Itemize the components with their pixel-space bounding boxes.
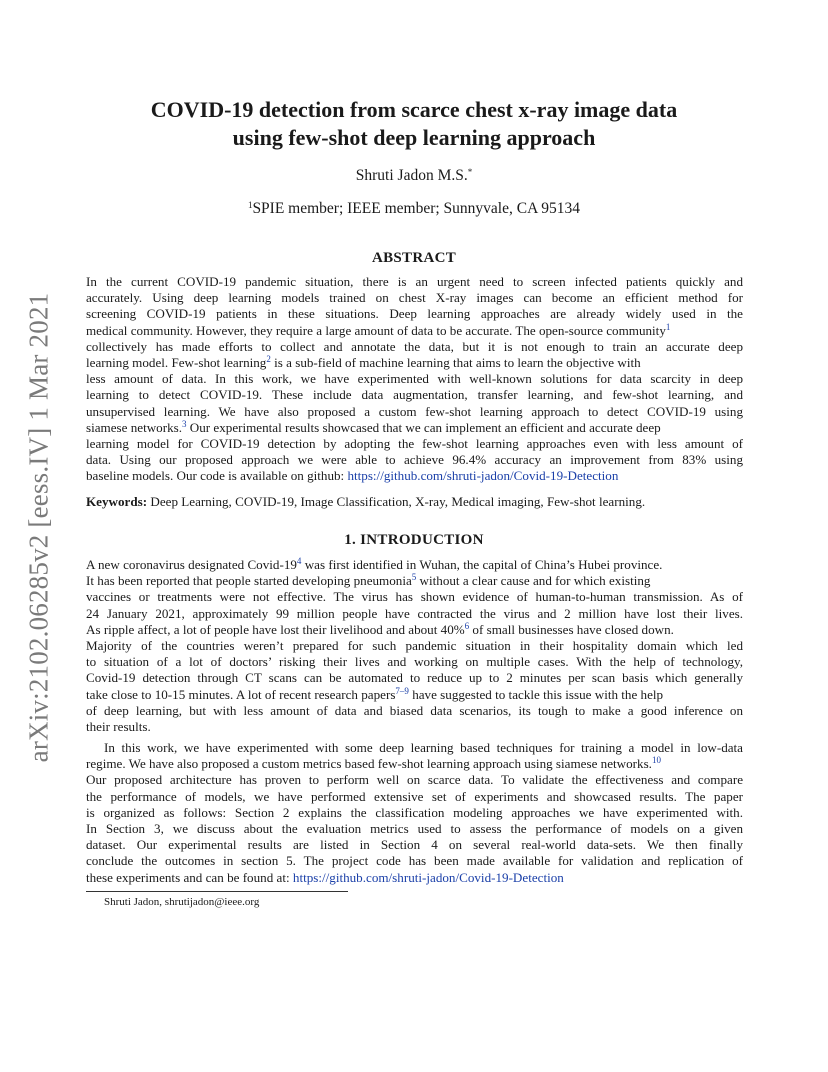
citation-link[interactable]: 7–9 [395,685,409,696]
intro-line [86,756,743,772]
intro-paragraph-2 [86,740,743,886]
abstract-line: unsupervised learning. We have also proposed a custom few-shot learning approach to detect COVID-19 using [86,403,743,419]
abstract-text: baseline models. Our code is available on github: [86,468,348,484]
intro-text: regime. We have also proposed a custom metrics based few-shot learning approach using siamese networks. [86,756,652,772]
intro-line: the performance of models, we have performed extensive set of experiments and showcased results. The paper [86,788,743,804]
abstract-line: collectively has made efforts to collect and annotate the data, but it is not enough to train an accurate deep [86,338,743,354]
abstract-line: learning to detect COVID-19. These include data augmentation, transfer learning, and few-shot learning, and [86,387,743,403]
intro-text: have suggested to tackle this issue with the help [408,686,664,702]
github-link[interactable]: https://github.com/shruti-jadon/Covid-19-Detection [347,468,619,484]
intro-text: As ripple affect, a lot of people have lost their livelihood and about 40% [86,621,465,637]
intro-line: Majority of the countries weren’t prepared for such pandemic situation in their hospitality domain which led [86,638,743,654]
abstract-text: medical community. However, they require a large amount of data to be accurate. The open-source community [86,322,666,338]
intro-line: is organized as follows: Section 2 explains the classification modeling approaches we have experimented with. [86,804,743,820]
keywords-line [86,494,766,510]
intro-line [86,557,743,573]
abstract-line: accurately. Using deep learning models trained on chest X-ray images can become an efficient method for [86,290,743,306]
intro-text: without a clear cause and for which existing [416,573,651,589]
footnote: Shruti Jadon, shrutijadon@ieee.org [104,896,260,908]
abstract-line: less amount of data. In this work, we have experimented with well-known solutions for data scarcity in deep [86,371,743,387]
abstract-line: screening COVID-19 patients in these situations. Deep learning approaches are already widely used in the [86,306,743,322]
title-line-2: using few-shot deep learning approach [232,125,596,150]
github-link[interactable]: https://github.com/shruti-jadon/Covid-19-Detection [292,869,564,885]
abstract-line: In the current COVID-19 pandemic situation, there is an urgent need to screen infected patients quickly and [86,274,743,289]
intro-line [86,687,743,703]
intro-paragraph-1 [86,557,743,735]
abstract-body [86,274,743,485]
intro-line [86,573,743,589]
arxiv-id-text: arXiv:2102.06285v2 [eess.IV] 1 Mar 2021 [23,292,54,763]
intro-text: take close to 10-15 minutes. A lot of recent research papers [86,686,396,702]
keywords-text: Deep Learning, COVID-19, Image Classification, X-ray, Medical imaging, Few-shot learning. [147,494,646,509]
citation-link[interactable]: 6 [464,620,470,631]
author-line [0,167,828,185]
citation-link[interactable]: 4 [296,556,302,566]
intro-line: Covid-19 detection through CT scans can be automated to reduce up to 2 minutes per scan basis which generally [86,670,743,686]
abstract-line: data. Using our proposed approach we were able to achieve 96.4% accuracy an improvement from 83% using [86,452,743,468]
abstract-line [86,323,743,339]
title-line-1: COVID-19 detection from scarce chest x-ray image data [150,97,678,122]
abstract-line [86,420,743,436]
citation-link[interactable]: 3 [182,418,187,429]
intro-line: conclude the outcomes in section 5. The project code has been made available for validation and replication of [86,853,743,869]
intro-line: of deep learning, but with less amount of data and biased data scenarios, its tough to make a good inference on [86,702,743,718]
intro-text: It has been reported that people started developing pneumonia [86,573,412,589]
intro-line [86,870,743,886]
intro-text: was first identified in Wuhan, the capital of China’s Hubei province. [301,557,663,572]
abstract-text: is a sub-field of machine learning that aims to learn the objective with [270,355,641,371]
affiliation-text: SPIE member; IEEE member; Sunnyvale, CA 95134 [252,200,581,217]
intro-line: to situation of a lot of doctors’ risking their lives and working on multiple cases. With the help of technology, [86,654,743,670]
arxiv-identifier-stamp [10,290,68,765]
abstract-text: Our experimental results showcased that we can implement an efficient and accurate deep [186,419,661,435]
intro-text: these experiments and can be found at: [86,869,293,885]
intro-text: of small businesses have closed down. [469,621,674,637]
citation-link[interactable]: 10 [651,755,661,766]
intro-line: 24 January 2021, approximately 99 million people have contracted the virus and 2 million have lost their lives. [86,605,743,621]
intro-line: dataset. Our experimental results are listed in Section 4 on several real-world data-sets. We then finally [86,837,743,853]
intro-line: vaccines or treatments were not effective. The virus has shown evidence of human-to-human transmission. As of [86,589,743,605]
author-name: Shruti Jadon M.S. [355,167,468,184]
abstract-heading: ABSTRACT [371,250,457,266]
intro-text: A new coronavirus designated Covid-19 [86,557,297,572]
abstract-line: learning model for COVID-19 detection by adopting the few-shot learning approaches even with less amount of [86,436,743,452]
keywords-label: Keywords: [86,494,148,509]
affiliation-mark: 1 [247,200,253,210]
affiliation-line [0,200,828,218]
abstract-line [86,468,743,484]
intro-line: In Section 3, we discuss about the evaluation metrics used to assess the performance of models on a given [86,821,743,837]
intro-line: their results. [86,719,151,735]
abstract-line [86,355,743,371]
intro-line: In this work, we have experimented with some deep learning based techniques for training a model in low-data [104,740,743,755]
paper-title [60,96,768,152]
intro-line: Our proposed architecture has proven to perform well on scarce data. To validate the effectiveness and compare [86,772,743,788]
section-heading-introduction: 1. INTRODUCTION [344,532,484,548]
citation-link[interactable]: 2 [266,354,271,365]
author-footnote-mark: * [467,167,473,177]
abstract-text: siamese networks. [86,419,182,435]
citation-link[interactable]: 5 [411,572,417,583]
abstract-text: learning model. Few-shot learning [86,355,267,371]
citation-link[interactable]: 1 [665,321,671,332]
footnote-divider [86,891,348,892]
intro-line [86,622,743,638]
